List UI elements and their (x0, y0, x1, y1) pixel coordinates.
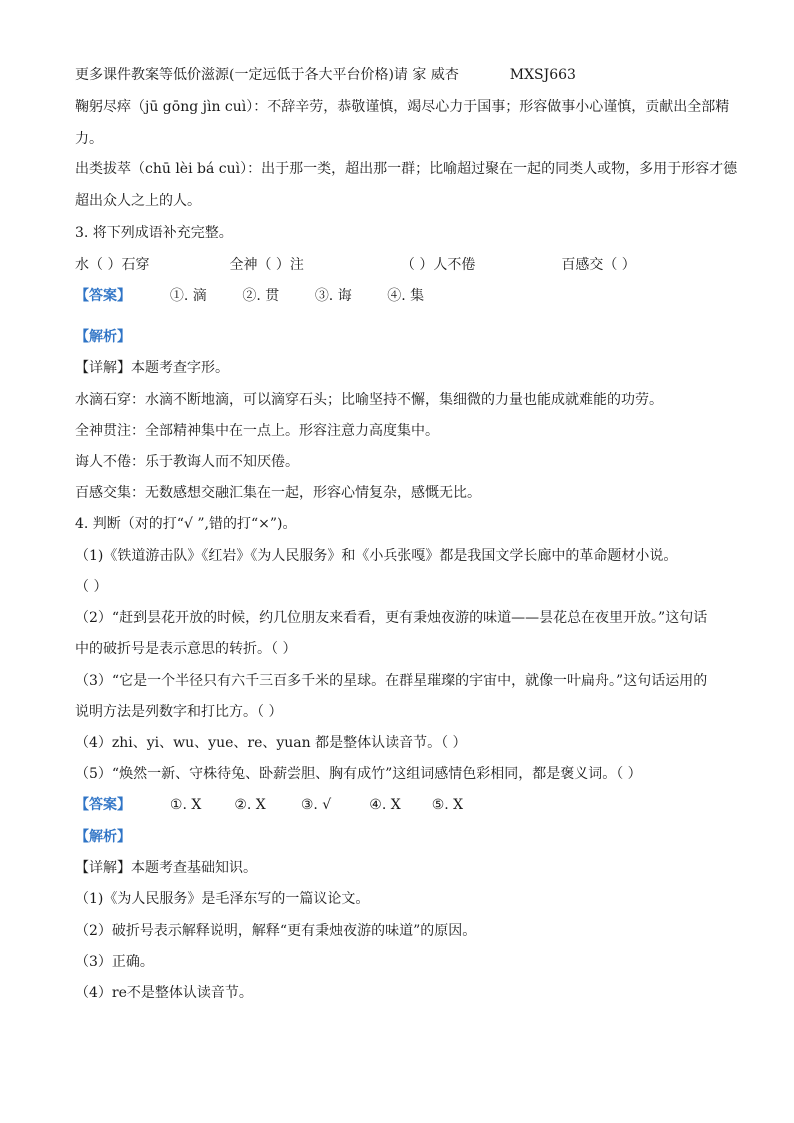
q4-explanation-4: （4）re不是整体认读音节。 (75, 985, 253, 1001)
q4-answer-4: ④. X (369, 797, 401, 813)
q3-explanation-4: 百感交集：无数感想交融汇集在一起，形容心情复杂，感慨无比。 (75, 485, 481, 501)
q3-item-3: （ ）人不倦 (400, 257, 476, 273)
q4-answer-5: ⑤. X (431, 797, 464, 813)
q4-answer-1: ①. X (169, 797, 202, 813)
q3-answer-1: ①. 滴 (169, 288, 207, 304)
q3-item-4: 百感交（ ） (561, 257, 636, 273)
definition-1-line-2: 力。 (75, 131, 103, 147)
q3-answer-line (75, 287, 424, 305)
q3-title: 3. 将下列成语补充完整。 (75, 225, 233, 241)
q4-statement-2-line-2: 中的破折号是表示意思的转折。（ ） (75, 641, 297, 657)
q4-statement-5: （5）“焕然一新、守株待兔、卧薪尝胆、胸有成竹”这组词感情色彩相同，都是褒义词。（ ） (75, 766, 642, 782)
q3-answer-4: ④. 集 (387, 288, 425, 304)
q4-statement-1-line-1: （1)《铁道游击队》《红岩》《为人民服务》和《小兵张嘎》都是我国文学长廊中的革命题材小说。 (75, 548, 678, 564)
definition-2-line-2: 超出众人之上的人。 (75, 193, 201, 209)
q4-analysis-tag: 【解析】 (75, 829, 131, 845)
q4-statement-3-line-1: （3）“它是一个半径只有六千三百多千米的星球。在群星璀璨的宇宙中，就像一叶扁舟。”这句话运用的 (75, 673, 708, 689)
answer-tag: 【答案】 (75, 797, 131, 813)
q3-items (75, 256, 636, 274)
q4-statement-3-line-2: 说明方法是列数字和打比方。（ ） (75, 704, 283, 720)
header-text: 更多课件教案等低价滋源(一定远低于各大平台价格)请 家 威杏 (75, 67, 459, 83)
q3-analysis-tag: 【解析】 (75, 329, 131, 345)
q4-title: 4. 判断（对的打“√ ”,错的打“×”)。 (75, 516, 297, 532)
q4-explanation-1: （1)《为人民服务》是毛泽东写的一篇议论文。 (75, 891, 370, 907)
q3-answer-2: ②. 贯 (242, 288, 280, 304)
definition-2-line-1: 出类拔萃（chū lèi bá cuì）：出于那一类，超出那一群；比喻超过聚在一起的同类人或物，多用于形容才德 (75, 161, 738, 177)
q3-item-2: 全神（ ）注 (229, 257, 304, 273)
q4-explanation-2: （2）破折号表示解释说明，解释“更有秉烛夜游的味道”的原因。 (75, 923, 477, 939)
q4-detail: 【详解】本题考查基础知识。 (75, 860, 257, 876)
q4-statement-4: （4）zhi、yi、wu、yue、re、yuan 都是整体认读音节。（ ） (75, 735, 467, 751)
q4-statement-2-line-1: （2）“赶到昙花开放的时候，约几位朋友来看看，更有秉烛夜游的味道——昙花总在夜里开放。”这句话 (75, 610, 708, 626)
q4-answer-2: ②. X (234, 797, 266, 813)
q3-explanation-2: 全神贯注：全部精神集中在一点上。形容注意力高度集中。 (75, 423, 439, 439)
q3-answer-3: ③. 诲 (314, 288, 352, 304)
q3-detail: 【详解】本题考查字形。 (75, 360, 229, 376)
answer-tag: 【答案】 (75, 288, 131, 304)
q4-answer-line (75, 796, 463, 814)
q4-answer-3: ③. √ (300, 797, 332, 813)
header-code: MXSJ663 (509, 67, 576, 83)
header-line (75, 66, 576, 84)
q3-item-1: 水（ ）石穿 (75, 257, 150, 273)
q4-explanation-3: （3）正确。 (75, 954, 154, 970)
definition-1-line-1: 鞠躬尽瘁（jū gōng jìn cuì）：不辞辛劳，恭敬谨慎，竭尽心力于国事；形容做事小心谨慎，贡献出全部精 (75, 99, 730, 115)
q4-statement-1-line-2: （ ） (75, 579, 108, 595)
q3-explanation-1: 水滴石穿：水滴不断地滴，可以滴穿石头；比喻坚持不懈，集细微的力量也能成就难能的功劳。 (75, 392, 663, 408)
q3-explanation-3: 诲人不倦：乐于教诲人而不知厌倦。 (75, 454, 299, 470)
